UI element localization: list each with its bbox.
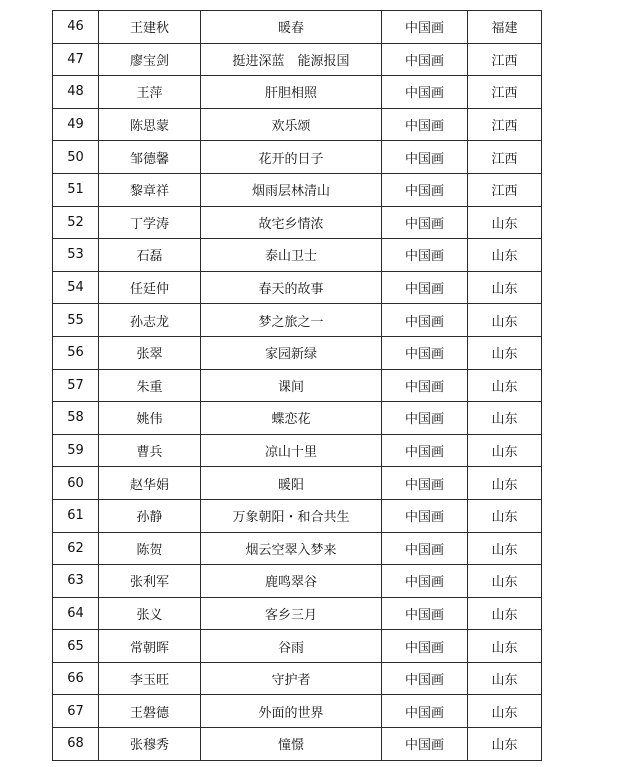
- category-cell: 中国画: [382, 728, 468, 761]
- category-cell: 中国画: [382, 141, 468, 174]
- table-row: [53, 597, 542, 630]
- category-cell: 中国画: [382, 695, 468, 728]
- row-number-cell: 57: [53, 369, 99, 402]
- artwork-title-cell: 烟云空翠入梦来: [201, 532, 382, 565]
- table-row: [53, 206, 542, 239]
- region-cell: 山东: [468, 695, 542, 728]
- table-row: [53, 271, 542, 304]
- category-cell: 中国画: [382, 499, 468, 532]
- category-cell: 中国画: [382, 630, 468, 663]
- row-number-cell: 61: [53, 499, 99, 532]
- artist-name-cell: 曹兵: [99, 434, 201, 467]
- region-cell: 山东: [468, 467, 542, 500]
- category-cell: 中国画: [382, 369, 468, 402]
- region-cell: 福建: [468, 11, 542, 44]
- category-cell: 中国画: [382, 434, 468, 467]
- row-number-cell: 64: [53, 597, 99, 630]
- row-number-cell: 46: [53, 11, 99, 44]
- row-number-cell: 54: [53, 271, 99, 304]
- row-number-cell: 66: [53, 662, 99, 695]
- table-row: [53, 565, 542, 598]
- row-number-cell: 63: [53, 565, 99, 598]
- artist-name-cell: 张穆秀: [99, 728, 201, 761]
- region-cell: 江西: [468, 141, 542, 174]
- table-row: [53, 402, 542, 435]
- table-row: [53, 728, 542, 761]
- table-row: [53, 532, 542, 565]
- artwork-title-cell: 凉山十里: [201, 434, 382, 467]
- table-row: [53, 434, 542, 467]
- artwork-title-cell: 憧憬: [201, 728, 382, 761]
- row-number-cell: 67: [53, 695, 99, 728]
- artist-name-cell: 黎章祥: [99, 173, 201, 206]
- table-row: [53, 43, 542, 76]
- table-row: [53, 662, 542, 695]
- artist-name-cell: 任廷仲: [99, 271, 201, 304]
- artwork-title-cell: 春天的故事: [201, 271, 382, 304]
- artist-name-cell: 李玉旺: [99, 662, 201, 695]
- artwork-title-cell: 梦之旅之一: [201, 304, 382, 337]
- table-row: [53, 630, 542, 663]
- category-cell: 中国画: [382, 565, 468, 598]
- artist-name-cell: 陈贺: [99, 532, 201, 565]
- table-row: [53, 173, 542, 206]
- category-cell: 中国画: [382, 271, 468, 304]
- artwork-list-table: [52, 10, 542, 761]
- row-number-cell: 50: [53, 141, 99, 174]
- row-number-cell: 68: [53, 728, 99, 761]
- region-cell: 山东: [468, 728, 542, 761]
- region-cell: 山东: [468, 532, 542, 565]
- row-number-cell: 59: [53, 434, 99, 467]
- region-cell: 山东: [468, 499, 542, 532]
- artist-name-cell: 王萍: [99, 76, 201, 109]
- region-cell: 山东: [468, 402, 542, 435]
- artwork-title-cell: 暖春: [201, 11, 382, 44]
- table-row: [53, 11, 542, 44]
- artist-name-cell: 王磐德: [99, 695, 201, 728]
- table-row: [53, 336, 542, 369]
- row-number-cell: 51: [53, 173, 99, 206]
- artist-name-cell: 孙志龙: [99, 304, 201, 337]
- artist-name-cell: 邹德馨: [99, 141, 201, 174]
- category-cell: 中国画: [382, 76, 468, 109]
- artwork-title-cell: 守护者: [201, 662, 382, 695]
- artist-name-cell: 姚伟: [99, 402, 201, 435]
- row-number-cell: 47: [53, 43, 99, 76]
- row-number-cell: 55: [53, 304, 99, 337]
- region-cell: 山东: [468, 239, 542, 272]
- artist-name-cell: 石磊: [99, 239, 201, 272]
- artwork-title-cell: 蝶恋花: [201, 402, 382, 435]
- artwork-title-cell: 家园新绿: [201, 336, 382, 369]
- category-cell: 中国画: [382, 239, 468, 272]
- category-cell: 中国画: [382, 173, 468, 206]
- artwork-title-cell: 肝胆相照: [201, 76, 382, 109]
- artwork-title-cell: 客乡三月: [201, 597, 382, 630]
- category-cell: 中国画: [382, 597, 468, 630]
- artwork-title-cell: 烟雨层林清山: [201, 173, 382, 206]
- table-row: [53, 239, 542, 272]
- artist-name-cell: 王建秋: [99, 11, 201, 44]
- category-cell: 中国画: [382, 304, 468, 337]
- category-cell: 中国画: [382, 11, 468, 44]
- artist-name-cell: 丁学涛: [99, 206, 201, 239]
- artwork-title-cell: 课间: [201, 369, 382, 402]
- region-cell: 山东: [468, 630, 542, 663]
- region-cell: 山东: [468, 304, 542, 337]
- artist-name-cell: 张义: [99, 597, 201, 630]
- region-cell: 江西: [468, 173, 542, 206]
- region-cell: 江西: [468, 108, 542, 141]
- region-cell: 山东: [468, 434, 542, 467]
- category-cell: 中国画: [382, 43, 468, 76]
- table-row: [53, 695, 542, 728]
- category-cell: 中国画: [382, 336, 468, 369]
- artwork-title-cell: 故宅乡情浓: [201, 206, 382, 239]
- row-number-cell: 65: [53, 630, 99, 663]
- category-cell: 中国画: [382, 206, 468, 239]
- region-cell: 山东: [468, 271, 542, 304]
- region-cell: 山东: [468, 206, 542, 239]
- category-cell: 中国画: [382, 108, 468, 141]
- table-row: [53, 369, 542, 402]
- region-cell: 江西: [468, 76, 542, 109]
- artwork-title-cell: 万象朝阳・和合共生: [201, 499, 382, 532]
- region-cell: 江西: [468, 43, 542, 76]
- artwork-title-cell: 外面的世界: [201, 695, 382, 728]
- row-number-cell: 58: [53, 402, 99, 435]
- artwork-title-cell: 挺进深蓝 能源报国: [201, 43, 382, 76]
- artist-name-cell: 孙静: [99, 499, 201, 532]
- row-number-cell: 56: [53, 336, 99, 369]
- row-number-cell: 49: [53, 108, 99, 141]
- category-cell: 中国画: [382, 467, 468, 500]
- region-cell: 山东: [468, 565, 542, 598]
- artist-name-cell: 朱重: [99, 369, 201, 402]
- table-row: [53, 76, 542, 109]
- artwork-title-cell: 花开的日子: [201, 141, 382, 174]
- row-number-cell: 60: [53, 467, 99, 500]
- artwork-title-cell: 暖阳: [201, 467, 382, 500]
- row-number-cell: 52: [53, 206, 99, 239]
- table-row: [53, 304, 542, 337]
- table-row: [53, 467, 542, 500]
- table-row: [53, 108, 542, 141]
- artwork-title-cell: 欢乐颂: [201, 108, 382, 141]
- region-cell: 山东: [468, 336, 542, 369]
- artist-name-cell: 张翠: [99, 336, 201, 369]
- artwork-title-cell: 泰山卫士: [201, 239, 382, 272]
- table-row: [53, 141, 542, 174]
- table-body: [53, 11, 542, 761]
- artist-name-cell: 赵华娟: [99, 467, 201, 500]
- artwork-title-cell: 鹿鸣翠谷: [201, 565, 382, 598]
- artist-name-cell: 常朝晖: [99, 630, 201, 663]
- artwork-title-cell: 谷雨: [201, 630, 382, 663]
- category-cell: 中国画: [382, 662, 468, 695]
- row-number-cell: 53: [53, 239, 99, 272]
- category-cell: 中国画: [382, 532, 468, 565]
- row-number-cell: 62: [53, 532, 99, 565]
- region-cell: 山东: [468, 662, 542, 695]
- region-cell: 山东: [468, 369, 542, 402]
- category-cell: 中国画: [382, 402, 468, 435]
- artist-name-cell: 张利军: [99, 565, 201, 598]
- table-row: [53, 499, 542, 532]
- artist-name-cell: 廖宝剑: [99, 43, 201, 76]
- row-number-cell: 48: [53, 76, 99, 109]
- region-cell: 山东: [468, 597, 542, 630]
- artist-name-cell: 陈思蒙: [99, 108, 201, 141]
